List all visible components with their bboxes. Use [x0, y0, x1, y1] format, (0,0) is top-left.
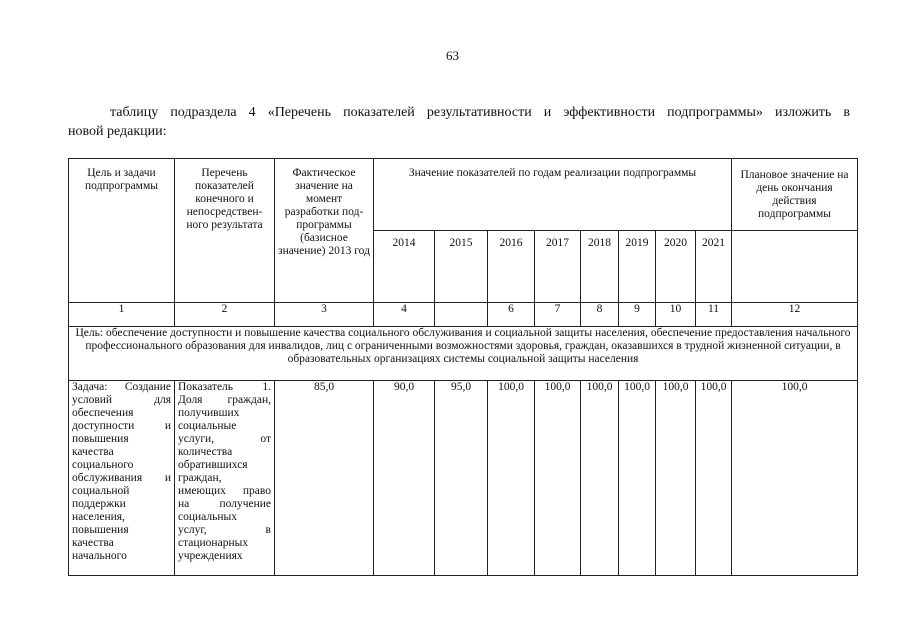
year-value: 90,0 — [374, 381, 435, 576]
column-number: 9 — [619, 303, 656, 327]
header-year: 2018 — [581, 231, 619, 303]
task-line: качества — [72, 537, 114, 549]
year-value: 100,0 — [581, 381, 619, 576]
column-number: 6 — [488, 303, 535, 327]
task-line: социального — [72, 459, 134, 471]
indicator-line: граждан, — [178, 472, 222, 484]
column-number-row — [69, 303, 858, 327]
column-number: 10 — [656, 303, 696, 327]
indicator-line: социальных — [178, 511, 237, 523]
header-baseline: Фактическое значение на момент разработки под-программы (базисное значение) 2013 год — [275, 159, 374, 303]
task-line: условий для — [72, 394, 171, 406]
header-indicators: Перечень показателей конечного и непосредствен-ного результата — [175, 159, 275, 303]
header-planned: Плановое значение на день окончания действия подпрограммы — [732, 159, 858, 231]
baseline-value: 85,0 — [275, 381, 374, 576]
planned-value: 100,0 — [732, 381, 858, 576]
year-value: 100,0 — [535, 381, 581, 576]
task-row — [69, 381, 858, 576]
task-line: населения, — [72, 511, 125, 523]
task-line: начального — [72, 550, 127, 562]
task-line: повышения — [72, 524, 129, 536]
task-line: повышения — [72, 433, 129, 445]
column-number: 11 — [696, 303, 732, 327]
column-number: 12 — [732, 303, 858, 327]
task-line: Задача: Создание — [72, 381, 171, 393]
indicator-cell — [175, 381, 275, 576]
indicator-line: стационарных — [178, 537, 249, 549]
intro-line-1: таблицу подраздела 4 «Перечень показателей результативности и эффективности подпрограммы» изложить в — [110, 105, 850, 120]
goal-text: Цель: обеспечение доступности и повышение качества социального обслуживания и социальной защиты населения, обеспечение предоставления начального профессионального образования для инвалидов, лиц с ограниченными возможностями здоровья, граждан, оказавшихся в трудной жизненной ситуации, в образовательных организациях системы социальной защиты населения — [69, 327, 858, 381]
indicator-line: учреждениях — [178, 550, 243, 562]
indicator-line: услуг, в — [178, 524, 271, 536]
year-value: 100,0 — [696, 381, 732, 576]
column-number: 4 — [374, 303, 435, 327]
header-year: 2014 — [374, 231, 435, 303]
column-number: 1 — [69, 303, 175, 327]
task-line: социальной — [72, 485, 130, 497]
header-year: 2016 — [488, 231, 535, 303]
header-year: 2019 — [619, 231, 656, 303]
header-by-years: Значение показателей по годам реализации подпрограммы — [374, 159, 732, 231]
header-year: 2020 — [656, 231, 696, 303]
year-value: 95,0 — [435, 381, 488, 576]
indicators-table — [68, 158, 858, 576]
header-year: 2015 — [435, 231, 488, 303]
intro-line-2: новой редакции: — [68, 124, 167, 139]
task-line: обеспечения — [72, 407, 134, 419]
indicator-line: Доля граждан, — [178, 394, 271, 406]
indicator-line: количества — [178, 446, 233, 458]
header-year: 2017 — [535, 231, 581, 303]
task-line: доступности и — [72, 420, 171, 432]
task-line: обслуживания и — [72, 472, 171, 484]
header-planned-blank — [732, 231, 858, 303]
year-value: 100,0 — [488, 381, 535, 576]
header-row-1 — [69, 159, 858, 231]
column-number: 7 — [535, 303, 581, 327]
goal-row — [69, 327, 858, 381]
indicator-line: получивших — [178, 407, 240, 419]
task-cell — [69, 381, 175, 576]
header-goal-tasks: Цель и задачи подпрограммы — [69, 159, 175, 303]
task-line: качества — [72, 446, 114, 458]
column-number: 3 — [275, 303, 374, 327]
indicator-line: имеющих право — [178, 485, 271, 497]
header-year: 2021 — [696, 231, 732, 303]
indicator-line: социальные — [178, 420, 237, 432]
year-value: 100,0 — [656, 381, 696, 576]
column-number: 2 — [175, 303, 275, 327]
indicator-line: Показатель 1. — [178, 381, 271, 393]
task-line: поддержки — [72, 498, 126, 510]
intro-paragraph — [68, 103, 850, 141]
column-number: 8 — [581, 303, 619, 327]
year-value: 100,0 — [619, 381, 656, 576]
page-number: 63 — [446, 48, 459, 63]
column-number — [435, 303, 488, 327]
indicator-line: услуги, от — [178, 433, 271, 445]
indicator-line: на получение — [178, 498, 271, 510]
indicator-line: обратившихся — [178, 459, 248, 471]
